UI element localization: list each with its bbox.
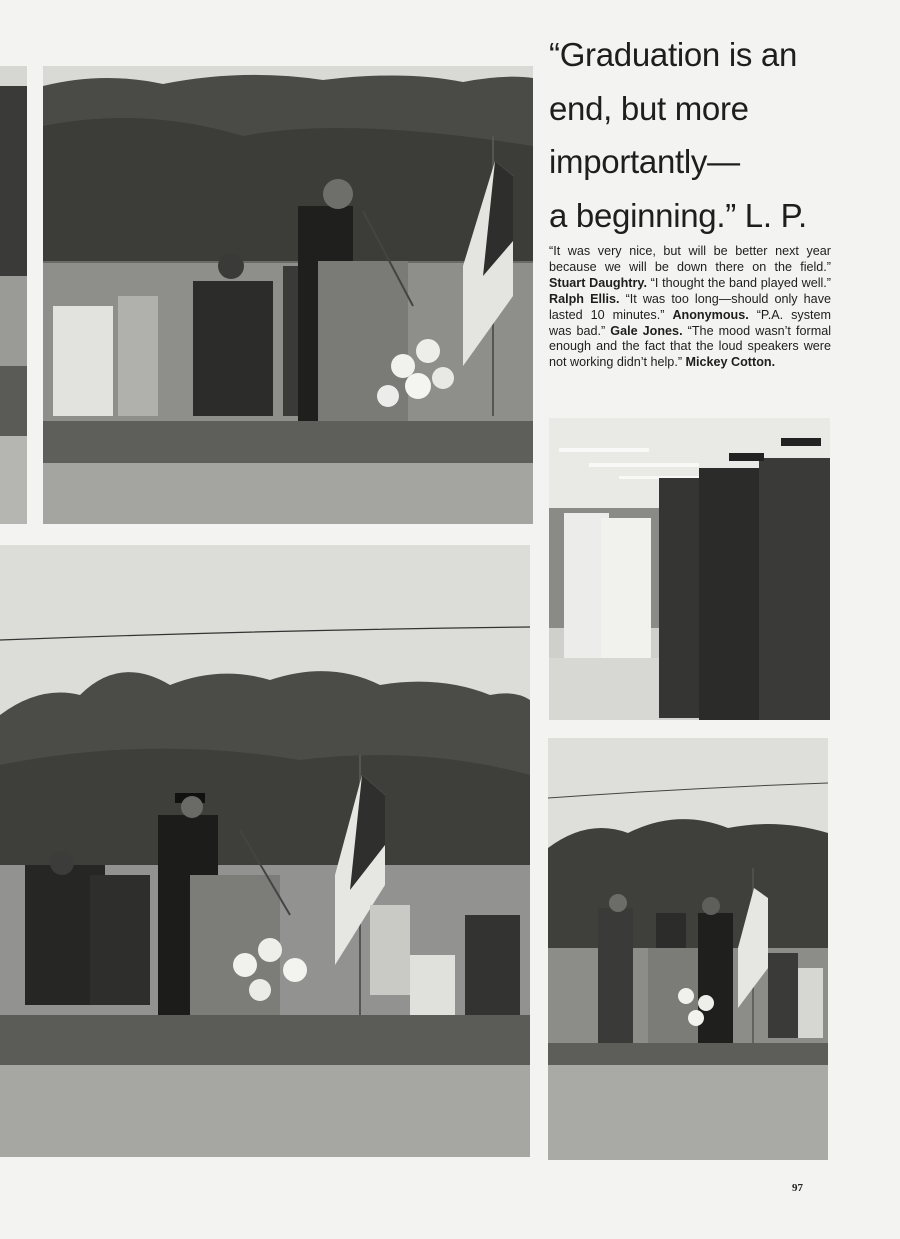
headline-initials: L. P. <box>744 196 807 234</box>
headline-line-4 <box>549 189 849 243</box>
photo-diploma-presentation <box>548 738 828 1160</box>
student-quotes <box>549 244 831 371</box>
quote-text: “It was very nice, but will be better next year because we will be down there on the field.” <box>549 244 831 274</box>
headline-line-3: importantly— <box>549 143 740 180</box>
photo-graduate-speaking-wide <box>0 545 530 1157</box>
page-headline <box>549 28 849 242</box>
headline-line-2: end, but more <box>549 89 749 127</box>
photo-speaker-at-podium <box>43 66 533 524</box>
quote-text: “The mood wasn’t formal enough and the fact that the loud speakers were not working didn’t help.” <box>549 323 832 370</box>
quote-author: Stuart Daughtry. <box>549 275 647 290</box>
headline-line-1: “Graduation is an <box>549 36 798 73</box>
edge-photo-strip <box>0 66 27 524</box>
page-number: 97 <box>792 1182 803 1194</box>
quote-text: “P.A. system was bad.” <box>549 307 831 338</box>
quote-author: Mickey Cotton. <box>685 355 776 370</box>
quote-author: Anonymous. <box>672 307 749 322</box>
quote-author: Gale Jones. <box>610 323 683 338</box>
headline-line-4-text: a beginning.” <box>549 196 736 234</box>
quote-text: “It was too long—should only have lasted 10 minutes.” <box>549 291 831 322</box>
quote-author: Ralph Ellis. <box>549 291 620 306</box>
quote-text: “I thought the band played well.” <box>650 275 831 290</box>
photo-graduates-in-hallway <box>549 418 830 720</box>
